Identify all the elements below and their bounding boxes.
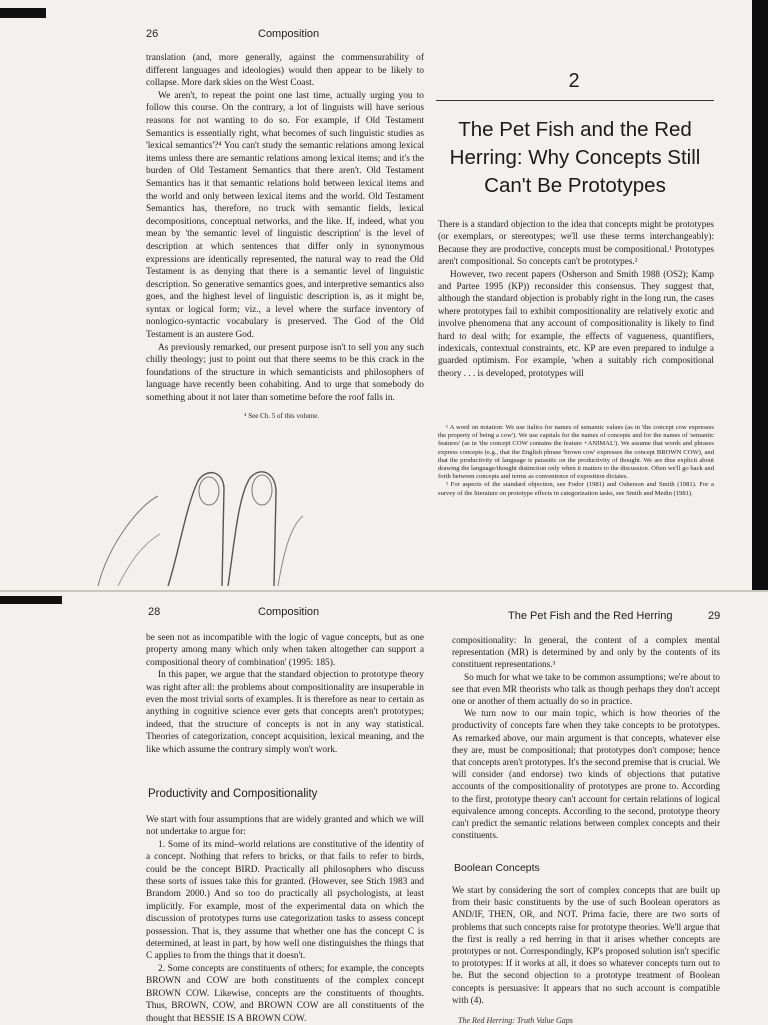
paragraph: We start by considering the sort of complex concepts that are built up from their basic constituents by the use of such Boolean operators as AND/IF, THEN, OR, and NOT. Prima facie, there are two sorts of problems that such concepts raise for prototype theories. We'll argue that the first is really a red herring in that it arises whether concepts are prototypes or not. Correspondingly, KP's proposed solution isn't specific to prototypes: If it works at all, it does so whatever concepts turn out to be. But the second objection to a prototype treatment of Boolean concepts is persuasive: It appears that no such account is compatible with (4). (452, 885, 720, 1005)
scan-edge-right-upper (752, 0, 768, 590)
paragraph: be seen not as incompatible with the logic of vague concepts, but as one property among many which only when taken altogether can support a compositional theory of combination' (1995: 185). (146, 633, 424, 668)
paragraph: So much for what we take to be common assumptions; we're about to see that even MR theorists who talk as though perhaps they don't accept one or another of them actually do so in practice. (452, 671, 720, 707)
page-26-body (146, 52, 424, 405)
scan-edge-top-left (0, 8, 46, 18)
chapter-title: The Pet Fish and the Red Herring: Why Concepts Still Can't Be Prototypes (449, 118, 701, 197)
scanner-fingers-image (78, 436, 318, 586)
paragraph: 2. Some concepts are constituents of others; for example, the concepts BROWN and COW are both constituents of the complex concept BROWN COW. Likewise, concepts are the constituents of thoughts. Thus, BROWN, COW, and BROWN COW are all constituents of the thought that BESSIE IS A BROWN COW. (146, 963, 424, 1024)
paragraph: We aren't, to repeat the point one last time, actually urging you to follow this course. On the contrary, a lot of linguists will have serious reasons for not wanting to do so. For example, if Old Testament Semantics is essentially right, what becomes of such linguistic studies as 'lexical semantics'?⁴ You can't study the semantic relations among lexical items unless there are semantic relations among lexical items; and it's the burden of Old Testament Semantics that there aren't. Old Testament Semantics has it that semantic relations hold between lexical items and the world and only between lexical items and the world. Old Testament Semantics has, therefore, no truck with semantic fields, lexical decompositions, conceptual networks, and the like. If, indeed, what you mean by 'the semantic level of linguistic description' is the level of description at which sentences that differ only in synonymous expressions are identically represented, the natural way to read the Old Testament is as denying that there is a semantic level of linguistic description. So generative semantics goes, and interpretive semantics also goes, and the highest level of linguistic description is, as it might be, syntax or logical form; viz., a level where the surface inventory of nonlogico-syntactic vocabulary is preserved. The God of the Old Testament is an austere God. (146, 90, 424, 341)
running-head-composition-28: Composition (258, 606, 320, 618)
paragraph: compositionality: In general, the content of a complex mental representation (MR) is determined by and only by the contents of its constituent representations.³ (452, 635, 720, 670)
paragraph: As previously remarked, our present purpose isn't to sell you any such chilly theology; just to point out that there seems to be this crack in the foundations of the structure in which semanticists and philosophers of language have recently been cohabiting. And to urge that somebody do something about it not later than sometime before the roof falls in. (146, 342, 424, 404)
spread-separator (0, 590, 768, 592)
page-28-body-top (146, 632, 424, 756)
section-heading-productivity: Productivity and Compositionality (148, 788, 318, 800)
paragraph: We start with four assumptions that are widely granted and which we will not undertake to argue for: (146, 815, 424, 838)
page-29-body-bottom (452, 884, 720, 1006)
page-27-body (438, 218, 714, 379)
chapter-rule (436, 100, 714, 101)
section-heading-boolean: Boolean Concepts (454, 862, 540, 874)
page-number-26: 26 (146, 28, 159, 40)
paragraph: 1. Some of its mind–world relations are constitutive of the identity of a concept. Nothing that refers to bricks, or that fails to refer to birds, could be the concept BIRD. Practically all philosophers who discuss these sorts of issues take this for granted. (However, see Stich 1983 and Brandom 2000.) And so too do practically all psychologists, at least implicitly. For example, most of the experimental data on which the discussion of prototypes turns use categorization tasks to assess concept possession. That is, they assume that whether one has the concept C is determined, at least in part, by how well one distinguishes the things that C applies to from the things that it doesn't. (146, 839, 424, 962)
paragraph: translation (and, more generally, against the commensurability of different languages and ideologies) would then appear to be likely to collapse. More dark skies on the West Coast. (146, 53, 424, 89)
running-head-composition-26: Composition (258, 28, 320, 40)
scan-edge-mid-left (0, 596, 62, 604)
paragraph: There is a standard objection to the idea that concepts might be prototypes (or exemplars, or stereotypes; we'll use these terms interchangeably): Because they are productive, concepts must be compositional.¹ Prototypes aren't compositional. So concepts can't be prototypes.² (438, 219, 714, 267)
page-28-body-bottom (146, 814, 424, 1024)
chapter-number: 2 (568, 70, 580, 92)
paragraph: However, two recent papers (Osherson and Smith 1988 (OS2); Kamp and Partee 1995 (KP)) reconsider this consensus. They suggest that, although the standard objection is probably right in the long run, the cases where prototypes fail to exhibit compositionality are relatively exotic and involve phenomena that any account of compositionality is likely to find hard to deal with; for example, the effects of vagueness, quantifiers, indexicals, contextual constraints, etc. KP are even prepared to indulge a guarded optimism. For example, 'when a suitably rich compositional theory . . . is developed, prototypes will (438, 268, 714, 378)
footnote: ¹ A word on notation: We use italics for names of semantic values (as in 'the concept cow expresses the property of being a cow'). We use capitals for the names of concepts and for the names of 'semantic features' (as in 'the concept COW contains the feature +ANIMAL'). We assume that words and phrases express concepts (e.g., that the English phrase 'brown cow' expresses the concept BROWN COW), and that the productivity of language is parasitic on the productivity of thought. We are thus explicit about drawing the language/thought distinction only when it matters to the discussion. Often we'll go back and forth between concepts and terms as convenience of exposition dictates. (438, 424, 714, 481)
paragraph: In this paper, we argue that the standard objection to prototype theory was right after all: the problems about compositionality are insuperable in even the most trivial sorts of examples. It is therefore as near to certain as anything in cognitive science ever gets that concepts aren't prototypes; indeed, that the structure of concepts is not in any way statistical. Theories of categorization, concept acquisition, lexical meaning, and the like which assume the contrary simply won't work. (146, 670, 424, 755)
running-head-pet-fish: The Pet Fish and the Red Herring (508, 610, 673, 622)
footnote-4: ⁴ See Ch. 5 of this volume. (244, 412, 320, 420)
page-29-body-top (452, 634, 720, 841)
subheading-red-herring: The Red Herring: Truth Value Gaps (458, 1016, 573, 1025)
page-number-29: 29 (708, 610, 721, 622)
page-number-28: 28 (148, 606, 161, 618)
page-27-footnotes (438, 424, 714, 498)
paragraph: We turn now to our main topic, which is how theories of the productivity of concepts fare when they take concepts to be prototypes. As remarked above, our main argument is that concepts, whatever else they are, must be compositional; that prototypes don't compose; hence that concepts aren't prototypes. It's the second premise that is crucial. We will consider (and endorse) two kinds of objections that putative accounts of the compositionality of prototypes are prone to. According to the first, prototype theory can't account for certain relations of logical equivalence among concepts. According to the second, prototype theory can't predict the semantic relations between complex concepts and their constituents. (452, 708, 720, 841)
footnote: ² For aspects of the standard objection, see Fodor (1981) and Osherson and Smith (1981). For a survey of the literature on prototype effects in categorization tasks, see Smith and Medin (1981). (438, 481, 714, 497)
